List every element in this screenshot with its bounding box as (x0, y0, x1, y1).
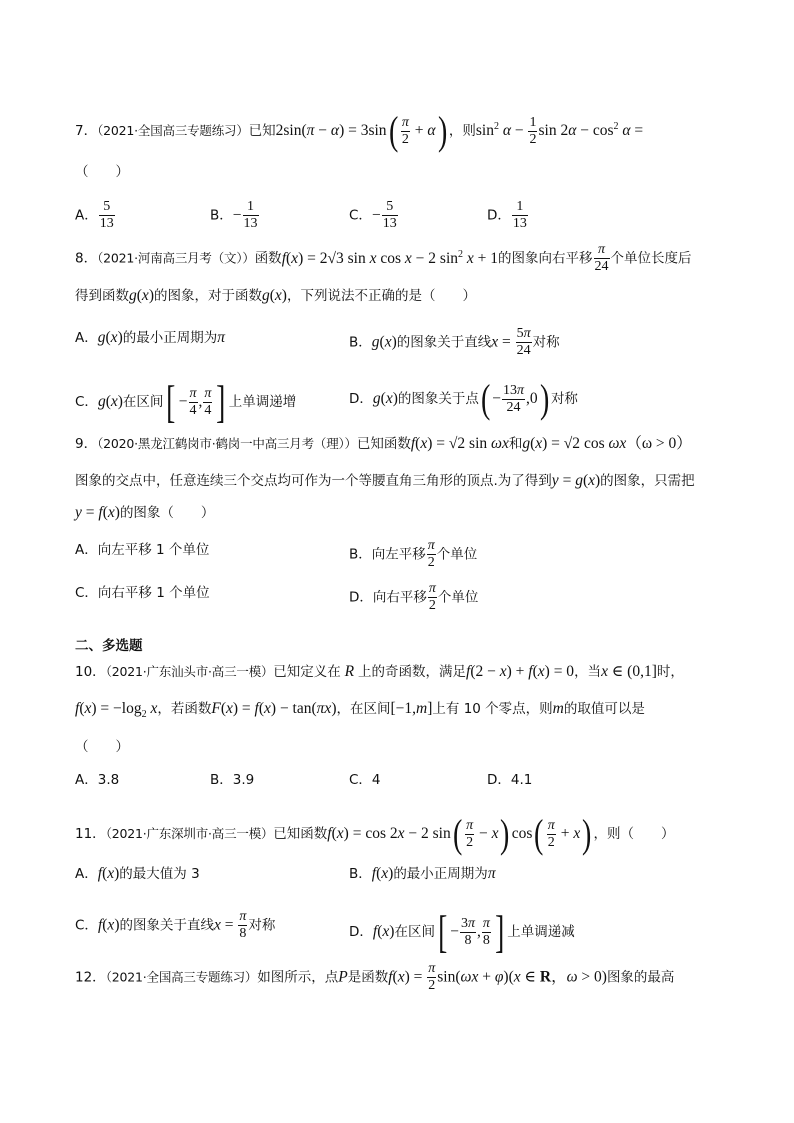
section-heading: 二、多选题 (75, 638, 143, 654)
equation: f(x) = 2√3 sin x cos x − 2 $\sin^2 x + 1$ (281, 248, 499, 267)
question-source: （2020·黑龙江鹤岗市·鹤岗一中高三月考（理）） (97, 436, 357, 451)
question-9: 9．（2020·黑龙江鹤岗市·鹤岗一中高三月考（理））已知函数f(x) = √2 sin ωx和g(x) = √2 cos ωx（ω > 0） (75, 435, 692, 452)
question-number: 10． (75, 664, 106, 680)
option-a: A．f(x)的最大值为 3 (75, 865, 200, 882)
question-source: （2021·全国高三专题练习） (97, 123, 249, 138)
option-a: A． $\frac{5}{13}$ (75, 199, 114, 231)
question-number: 9． (75, 436, 98, 452)
question-number: 8． (75, 250, 98, 267)
question-11: 11．（2021·广东深圳市·高三一模）已知函数f(x) = cos 2x − 2 sin( $\frac{\pi}{2}$ − x) cos( $\frac{\pi}{2}$ + x) ，则（ ） (75, 811, 675, 856)
option-d: D．向右平移 $\frac{\pi}{2}$ 个单位 (349, 581, 479, 613)
option-c: C．f(x)的图象关于直线x = $\frac{\pi}{8}$ 对称 (75, 909, 276, 941)
answer-blank: （ ） (75, 164, 129, 180)
option-b: B．g(x)的图象关于直线x = $\frac{5\pi}{24}$ 对称 (349, 326, 560, 358)
answer-blank: （ ） (75, 739, 129, 755)
option-a: A．3.8 (75, 772, 120, 788)
question-source: （2021·全国高三专题练习） (105, 969, 258, 985)
option-a: A．g(x)的最小正周期为π (75, 329, 225, 346)
question-8-line-2: 得到函数g(x)的图象，对于函数g(x)，下列说法不正确的是（ ） (75, 287, 476, 304)
option-c: C．向右平移 1 个单位 (75, 585, 210, 601)
option-b: B．f(x)的最小正周期为π (349, 865, 496, 882)
equation: 2sin(π − α) = 3sin (275, 122, 387, 139)
question-number: 7． (75, 123, 98, 139)
question-number: 11． (75, 826, 106, 842)
question-8: 8．（2021·河南高三月考（文））函数f(x) = 2√3 sin x cos x − 2 $\sin^2 x + 1$的图象向右平移 $\frac{\pi}{24}$ 个单位长度后 (75, 242, 692, 274)
option-b: B．3.9 (210, 772, 255, 788)
option-c: C．g(x)在区间[ − $\frac{\pi}{4}$ , $\frac{\pi}{4}$ ] 上单调递增 (75, 376, 297, 427)
option-a: A．向左平移 1 个单位 (75, 542, 210, 558)
question-7: 7．（2021·全国高三专题练习）已知2sin(π − α) = 3sin( $\frac{\pi}{2}$ + α) ，则$\sin^2 \alpha$ − $\frac{1}{2}$ $\sin 2\alpha - \cos^2 \alpha$ = (75, 108, 644, 153)
option-d: D．g(x)的图象关于点( − $\frac{13\pi}{24}$ ,0) 对称 (349, 376, 578, 421)
question-source: （2021·河南高三月考（文）） (97, 250, 255, 266)
question-source: （2021·广东汕头市·高三一模） (105, 664, 274, 679)
option-d: D． $\frac{1}{13}$ (487, 199, 527, 231)
option-c: C．− $\frac{5}{13}$ (349, 199, 397, 231)
question-9-line-3: y = f(x)的图象（ ） (75, 504, 215, 521)
question-9-line-2: 图象的交点中，任意连续三个交点均可作为一个等腰直角三角形的顶点.为了得到y = g(x)的图象，只需把 (75, 472, 695, 489)
question-10-line-2: $f(x) = -\log_2$ x，若函数F(x) = f(x) − tan(πx)，在区间[−1,m]上有 10 个零点，则m的取值可以是 (75, 700, 645, 721)
option-c: C．4 (349, 772, 381, 788)
option-d: D．4.1 (487, 772, 533, 788)
question-source: （2021·广东深圳市·高三一模） (105, 826, 274, 841)
question-10: 10．（2021·广东汕头市·高三一模）已知定义在 R 上的奇函数，满足f(2 − x) + f(x) = 0，当x ∈ (0,1]时， (75, 663, 684, 680)
expression: $\sin^2 \alpha$ − (475, 120, 528, 139)
option-b: B．− $\frac{1}{13}$ (210, 199, 258, 231)
question-number: 12． (75, 969, 106, 986)
question-12: 12．（2021·全国高三专题练习）如图所示，点P是函数f(x) = $\frac{\pi}{2}$ sin(ωx + φ)(x ∈ R，ω > 0)图象的最高 (75, 961, 675, 993)
option-d: D．f(x)在区间[ − $\frac{3\pi}{8}$ , $\frac{\pi}{8}$ ] 上单调递减 (349, 906, 575, 957)
option-b: B．向左平移 $\frac{\pi}{2}$ 个单位 (349, 538, 478, 570)
